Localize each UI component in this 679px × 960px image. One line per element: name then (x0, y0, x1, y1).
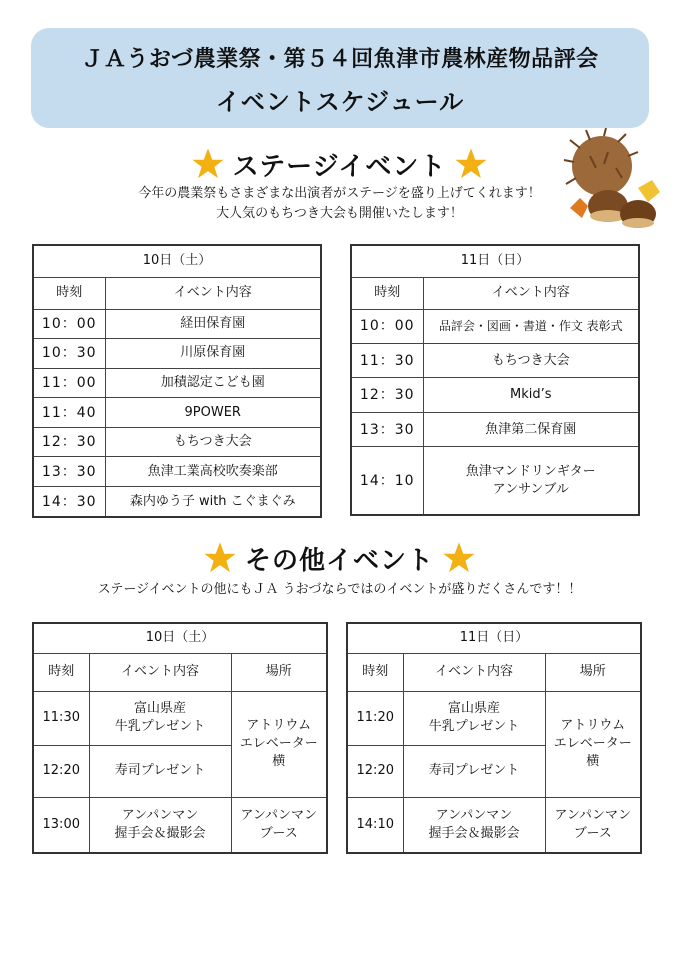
event-cell: 川原保育園 (105, 339, 321, 369)
time-cell: 11：00 (33, 368, 105, 398)
event-line-2: 握手会＆撮影会 (114, 825, 206, 841)
stage-section-title (0, 146, 679, 183)
column-header-time: 時刻 (347, 653, 403, 691)
place-line-2: エレベーター (553, 736, 632, 751)
stage-table-day10 (32, 244, 322, 518)
table-row (33, 368, 321, 398)
other-description: ステージイベントの他にもＪＡ うおづならではのイベントが盛りだくさんです！！ (97, 582, 582, 597)
column-header-place: 場所 (545, 653, 641, 691)
event-line-1: 富山県産 (133, 701, 186, 716)
place-cell (545, 691, 641, 797)
other-section-title (0, 540, 679, 577)
event-line-2: 牛乳プレゼント (428, 719, 520, 734)
event-cell (423, 447, 639, 515)
table-row (33, 691, 327, 745)
table-row (351, 412, 639, 446)
time-cell: 10：00 (351, 309, 423, 343)
place-line-1: アンパンマン (240, 807, 318, 823)
column-header-time: 時刻 (33, 653, 89, 691)
time-cell: 12：30 (33, 427, 105, 457)
place-line-1: アトリウム (246, 718, 312, 733)
event-line-1: 富山県産 (447, 701, 500, 716)
event-cell: 魚津工業高校吹奏楽部 (105, 457, 321, 487)
page-title: ＪＡうおづ農業祭・第５４回魚津市農林産物品評会 (81, 47, 599, 72)
table-row (33, 339, 321, 369)
column-header-event: イベント内容 (89, 653, 231, 691)
table-date-header: 10日（土） (33, 245, 321, 277)
table-row (33, 457, 321, 487)
event-cell (403, 691, 545, 745)
event-line-2: アンサンブル (492, 481, 569, 497)
event-cell (89, 797, 231, 853)
event-cell: 経田保育園 (105, 309, 321, 339)
table-row (347, 797, 641, 853)
place-line-1: アンパンマン (554, 807, 632, 823)
time-cell: 13：30 (351, 412, 423, 446)
table-date-header: 10日（土） (33, 623, 327, 653)
table-row (347, 691, 641, 745)
event-cell: 寿司プレゼント (403, 745, 545, 797)
table-row (33, 427, 321, 457)
time-cell: 12:20 (33, 745, 89, 797)
event-line-1: 魚津マンドリンギター (465, 463, 596, 479)
column-header-time: 時刻 (33, 277, 105, 309)
event-cell: 品評会・図画・書道・作文 表彰式 (423, 309, 639, 343)
event-cell: 寿司プレゼント (89, 745, 231, 797)
title-banner (31, 28, 649, 128)
table-row (351, 309, 639, 343)
time-cell: 11:30 (33, 691, 89, 745)
stage-title-text: ステージイベント (232, 152, 447, 182)
table-date-header: 11日（日） (347, 623, 641, 653)
time-cell: 12：30 (351, 378, 423, 412)
time-cell: 14:10 (347, 797, 403, 853)
star-icon (191, 147, 225, 181)
place-line-3: 横 (586, 754, 600, 769)
column-header-event: イベント内容 (105, 277, 321, 309)
table-row (33, 797, 327, 853)
time-cell: 11：30 (351, 343, 423, 377)
time-cell: 11：40 (33, 398, 105, 428)
event-line-2: 牛乳プレゼント (114, 719, 206, 734)
event-cell: 魚津第二保育園 (423, 412, 639, 446)
place-line-1: アトリウム (560, 718, 626, 733)
time-cell: 10：00 (33, 309, 105, 339)
time-cell: 14：30 (33, 487, 105, 517)
time-cell: 14：10 (351, 447, 423, 515)
event-cell: 9POWER (105, 398, 321, 428)
place-line-3: 横 (272, 754, 286, 769)
table-row (33, 398, 321, 428)
time-cell: 11:20 (347, 691, 403, 745)
time-cell: 13:00 (33, 797, 89, 853)
table-row (33, 487, 321, 517)
place-cell (545, 797, 641, 853)
event-cell (89, 691, 231, 745)
time-cell: 13：30 (33, 457, 105, 487)
place-cell (231, 797, 327, 853)
event-cell: 森内ゆう子 with こぐまぐみ (105, 487, 321, 517)
table-row (351, 378, 639, 412)
stage-table-day11 (350, 244, 640, 516)
table-row (351, 343, 639, 377)
event-cell: Mkid’s (423, 378, 639, 412)
other-table-day10 (32, 622, 328, 854)
stage-description-2: 大人気のもちつき大会も開催いたします！ (216, 206, 463, 221)
table-row (351, 447, 639, 515)
column-header-event: イベント内容 (403, 653, 545, 691)
event-line-2: 握手会＆撮影会 (428, 825, 520, 841)
event-line-1: アンパンマン (435, 807, 513, 823)
other-title-text: その他イベント (244, 546, 434, 576)
star-icon (454, 147, 488, 181)
column-header-event: イベント内容 (423, 277, 639, 309)
column-header-time: 時刻 (351, 277, 423, 309)
other-table-day11 (346, 622, 642, 854)
column-header-place: 場所 (231, 653, 327, 691)
place-line-2: ブース (259, 825, 298, 841)
table-date-header: 11日（日） (351, 245, 639, 277)
time-cell: 10：30 (33, 339, 105, 369)
page-subtitle: イベントスケジュール (215, 88, 465, 116)
event-cell (403, 797, 545, 853)
event-cell: もちつき大会 (423, 343, 639, 377)
event-cell: 加積認定こども園 (105, 368, 321, 398)
time-cell: 12:20 (347, 745, 403, 797)
event-line-1: アンパンマン (121, 807, 199, 823)
event-cell: もちつき大会 (105, 427, 321, 457)
star-icon (203, 541, 237, 575)
table-row (33, 309, 321, 339)
star-icon (442, 541, 476, 575)
place-line-2: エレベーター (239, 736, 318, 751)
stage-description-1: 今年の農業祭もさまざまな出演者がステージを盛り上げてくれます！ (138, 186, 541, 201)
place-cell (231, 691, 327, 797)
place-line-2: ブース (573, 825, 612, 841)
